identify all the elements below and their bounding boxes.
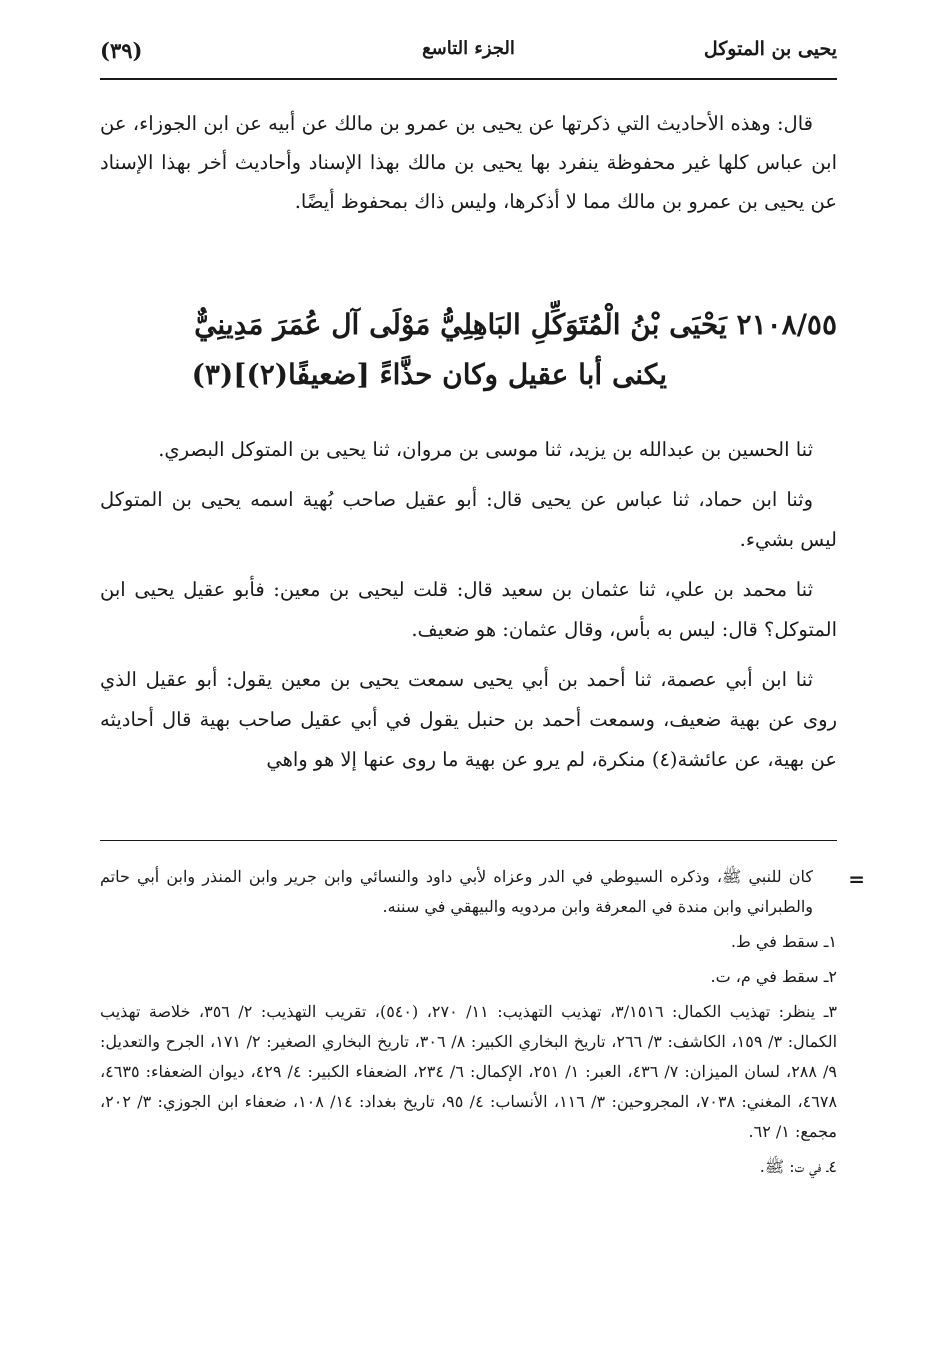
footnote-continuation [100, 862, 865, 922]
narrations [100, 430, 837, 790]
intro-text [100, 104, 837, 221]
volume-title: الجزء التاسع [422, 38, 515, 59]
narration-paragraph: وثنا ابن حماد، ثنا عباس عن يحيى قال: أبو عقيل صاحب بُهية اسمه يحيى بن المتوكل ليس بشيء. [100, 488, 837, 551]
footnotes [100, 862, 865, 1187]
page-number: (٣٩) [100, 38, 143, 63]
footnote-3: ٣ـ ينظر: تهذيب الكمال: ٣/١٥١٦، تهذيب التهذيب: ١١/ ٢٧٠، (٥٤٠)، تقريب التهذيب: ٢/ ٣٥٦، خلاصة تهذيب الكمال: ٣/ ١٥٩، الكاشف: ٣/ ٢٦٦، تاريخ البخاري الكبير: ٨/ ٣٠٦، تاريخ البخاري الصغير: ٢/ ١٧١، الجرح والتعديل: ٩/ ٢٨٨، لسان الميزان: ٧/ ٤٣٦، العبر: ١/ ٢٥١، الإكمال: ٦/ ٢٣٤، الضعفاء الكبير: ٤/ ٤٢٩، ديوان الضعفاء: ٤٦٣٥، ٤٦٧٨، المغني: ٧٠٣٨، المجروحين: ٣/ ١١٦، الأنساب: ٤/ ٩٥، تاريخ بغداد: ١٤/ ١٠٨، ضعفاء ابن الجوزي: ٣/ ٢٠٢، مجمع: ١/ ٦٢. [100, 1002, 838, 1141]
running-header [100, 38, 837, 78]
footnote-rule [100, 840, 837, 841]
entry-heading-line1: ٢١٠٨/٥٥ يَحْيَى بْنُ الْمُتَوَكِّلِ البَاهِلِيُّ مَوْلَى آل عُمَرَ مَدِينِيٌّ [194, 308, 837, 341]
footnote-2: ٢ـ سقط في م، ت. [710, 967, 837, 986]
intro-paragraph: قال: وهذه الأحاديث التي ذكرتها عن يحيى بن عمرو بن مالك عن أبيه عن ابن الجوزاء، عن ابن عباس كلها غير محفوظة ينفرد بها يحيى بن مالك بهذا الإسناد وأحاديث أخر بهذا الإسناد عن يحيى بن عمرو بن مالك مما لا أذكرها، وليس ذاك بمحفوظ أيضًا. [100, 112, 837, 213]
narration-paragraph: ثنا محمد بن علي، ثنا عثمان بن سعيد قال: قلت ليحيى بن معين: فأبو عقيل يحيى ابن المتوكل؟ قال: ليس به بأس، وقال عثمان: هو ضعيف. [100, 578, 837, 641]
chapter-title: يحيى بن المتوكل [703, 38, 837, 60]
footnote-continuation-text: كان للنبي ﷺ، وذكره السيوطي في الدر وعزاه لأبي داود والنسائي وابن جرير وابن المنذر وابن أبي حاتم والطبراني وابن مندة في المعرفة وابن مردويه والبيهقي في سننه. [100, 867, 813, 916]
header-rule [100, 78, 837, 80]
narration-paragraph: ثنا ابن أبي عصمة، ثنا أحمد بن أبي يحيى سمعت يحيى بن معين يقول: أبو عقيل الذي روى عن بهية ضعيف، وسمعت أحمد بن حنبل يقول في أبي عقيل صاحب بهية قال أحاديثه عن بهية، عن عائشة(٤) منكرة، لم يرو عن بهية ما روى عنها إلا هو واهي [100, 668, 837, 771]
footnote-4: ٤ـ في ت: ﷺ. [759, 1157, 837, 1176]
entry-heading-line2: يكنى أبا عقيل وكان حذَّاءً [ضعيفًا(٢)](٣) [191, 358, 667, 391]
entry-heading [100, 300, 837, 400]
narration-paragraph: ثنا الحسين بن عبدالله بن يزيد، ثنا موسى بن مروان، ثنا يحيى بن المتوكل البصري. [158, 438, 813, 461]
footnote-1: ١ـ سقط في ط. [730, 932, 837, 951]
continuation-mark: = [848, 867, 865, 891]
